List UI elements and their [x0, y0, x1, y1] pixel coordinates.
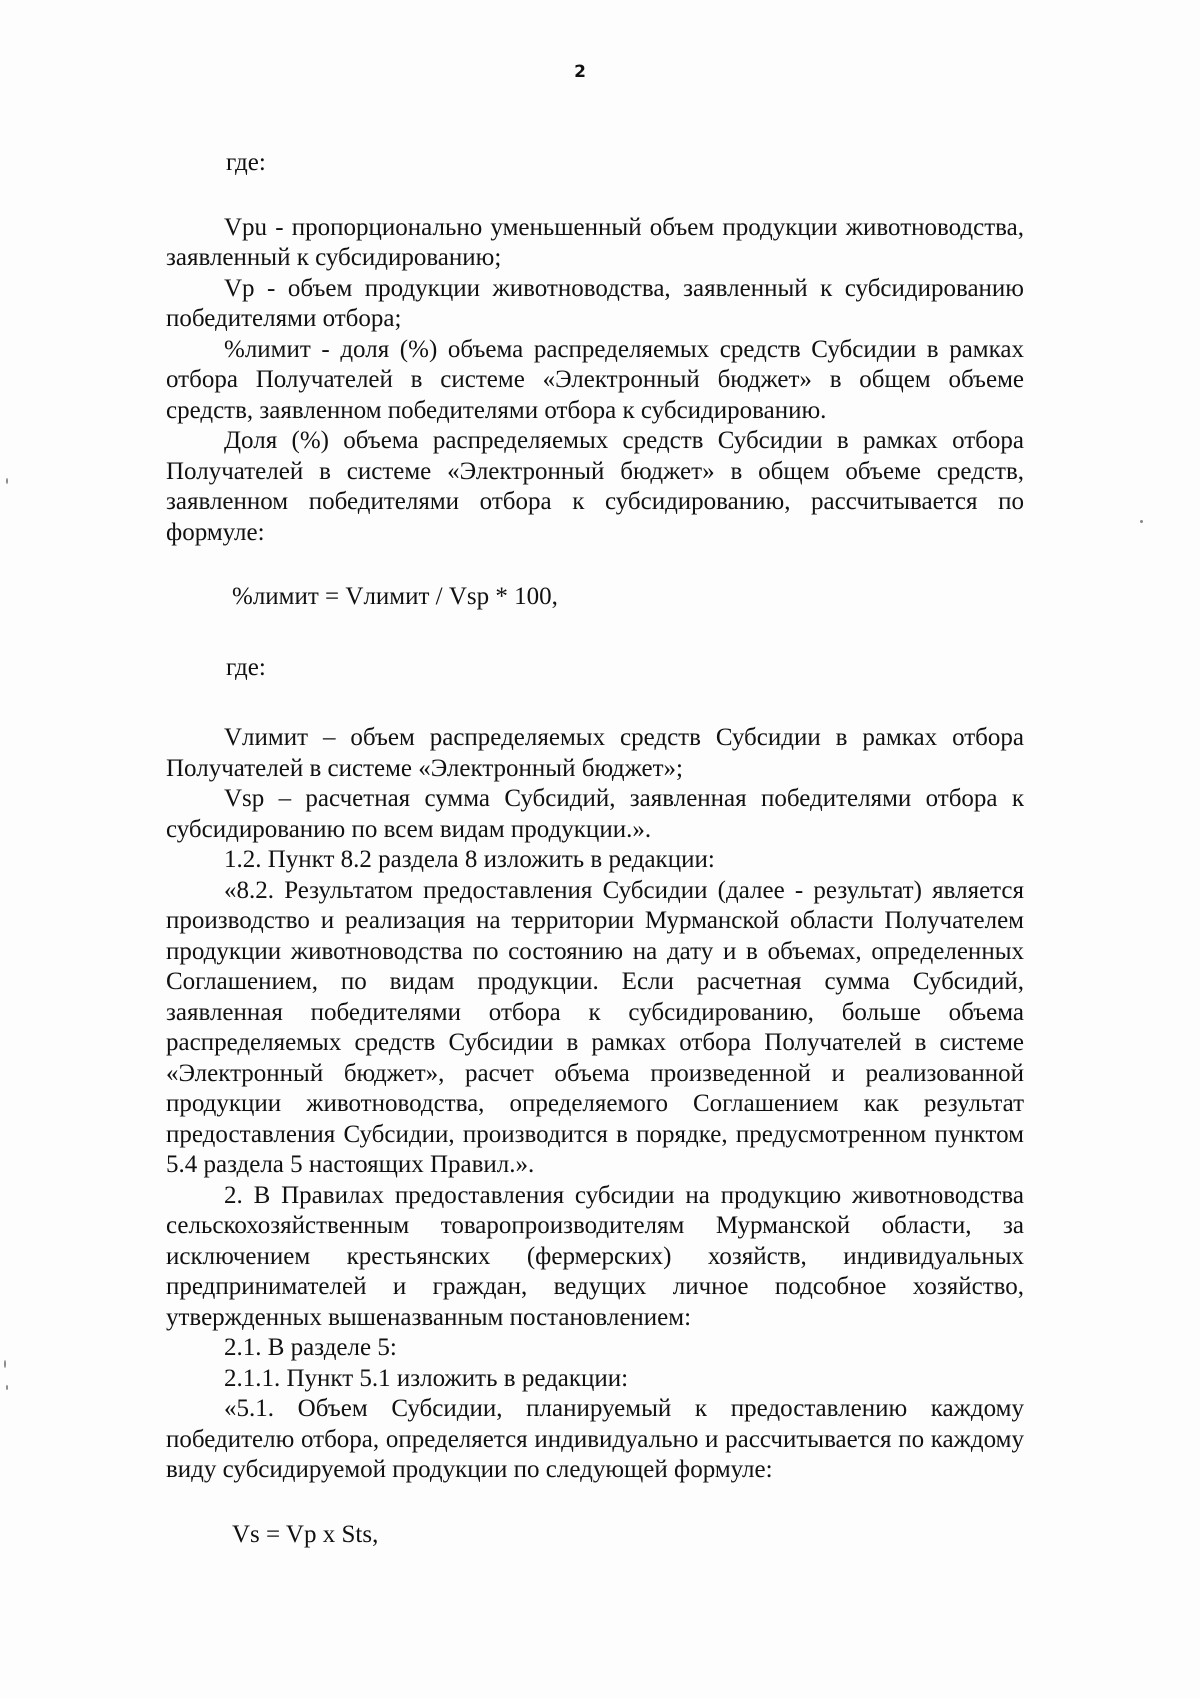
paragraph-2: 2. В Правилах предоставления субсидии на продукцию животноводства сельскохозяйственным товаропроизводителям Мурманской области, за исключением крестьянских (фермерских) хозяйств, индивидуальных предпринимателей и граждан, ведущих личное подсобное хозяйство, утвержденных вышеназванным постановлением: [166, 1181, 1024, 1331]
paragraph-vpu-definition: Vpu - пропорционально уменьшенный объем продукции животноводства, заявленный к субсидированию; [166, 213, 1024, 271]
paragraph-limit-definition: %лимит - доля (%) объема распределяемых средств Субсидии в рамках отбора Получателей в системе «Электронный бюджет» в общем объеме средств, заявленном победителями отбора к субсидированию. [166, 335, 1024, 424]
formula-vs: Vs = Vp x Sts, [232, 1520, 379, 1548]
paragraph-1-2: 1.2. Пункт 8.2 раздела 8 изложить в редакции: [224, 846, 715, 873]
document-body [166, 148, 1024, 1550]
page-number: 2 [574, 62, 586, 82]
paragraph-share-intro: Доля (%) объема распределяемых средств Субсидии в рамках отбора Получателей в системе «Электронный бюджет» в общем объеме средств, заявленном победителями отбора к субсидированию, рассчитывается по формуле: [166, 427, 1024, 546]
scan-dot [6, 478, 8, 484]
where-label: где: [226, 653, 266, 681]
scan-dot [4, 1360, 6, 1368]
paragraph-vp-definition: Vp - объем продукции животноводства, заявленный к субсидированию победителями отбора; [166, 274, 1024, 332]
paragraph-2-1: 2.1. В разделе 5: [224, 1334, 397, 1361]
paragraph-vsp-definition: Vsp – расчетная сумма Субсидий, заявленная победителями отбора к субсидированию по всем видам продукции.». [166, 785, 1024, 843]
paragraph-2-1-1: 2.1.1. Пункт 5.1 изложить в редакции: [224, 1364, 629, 1392]
where-label: где: [226, 149, 266, 176]
paragraph-8-2: «8.2. Результатом предоставления Субсидии (далее - результат) является производство и реализация на территории Мурманской области Получателем продукции животноводства по состоянию на дату и в объемах, определенных Соглашением, по видам продукции. Если расчетная сумма Субсидий, заявленная победителями отбора к субсидированию, больше объема распределяемых средств Субсидии в рамках отбора Получателей в системе «Электронный бюджет», расчет объема произведенной и реализованной продукции животноводства, определяемого Соглашением как результат предоставления Субсидии, производится в порядке, предусмотренном пунктом 5.4 раздела 5 настоящих Правил.». [166, 876, 1024, 1178]
formula-limit: %лимит = Vлимит / Vsp * 100, [232, 583, 558, 610]
scan-dot [1140, 520, 1143, 523]
paragraph-5-1: «5.1. Объем Субсидии, планируемый к предоставлению каждому победителю отбора, определяется индивидуально и рассчитывается по каждому виду субсидируемой продукции по следующей формуле: [166, 1395, 1024, 1483]
paragraph-vlimit-definition: Vлимит – объем распределяемых средств Субсидии в рамках отбора Получателей в системе «Электронный бюджет»; [166, 724, 1024, 782]
scan-dot [6, 1385, 8, 1390]
